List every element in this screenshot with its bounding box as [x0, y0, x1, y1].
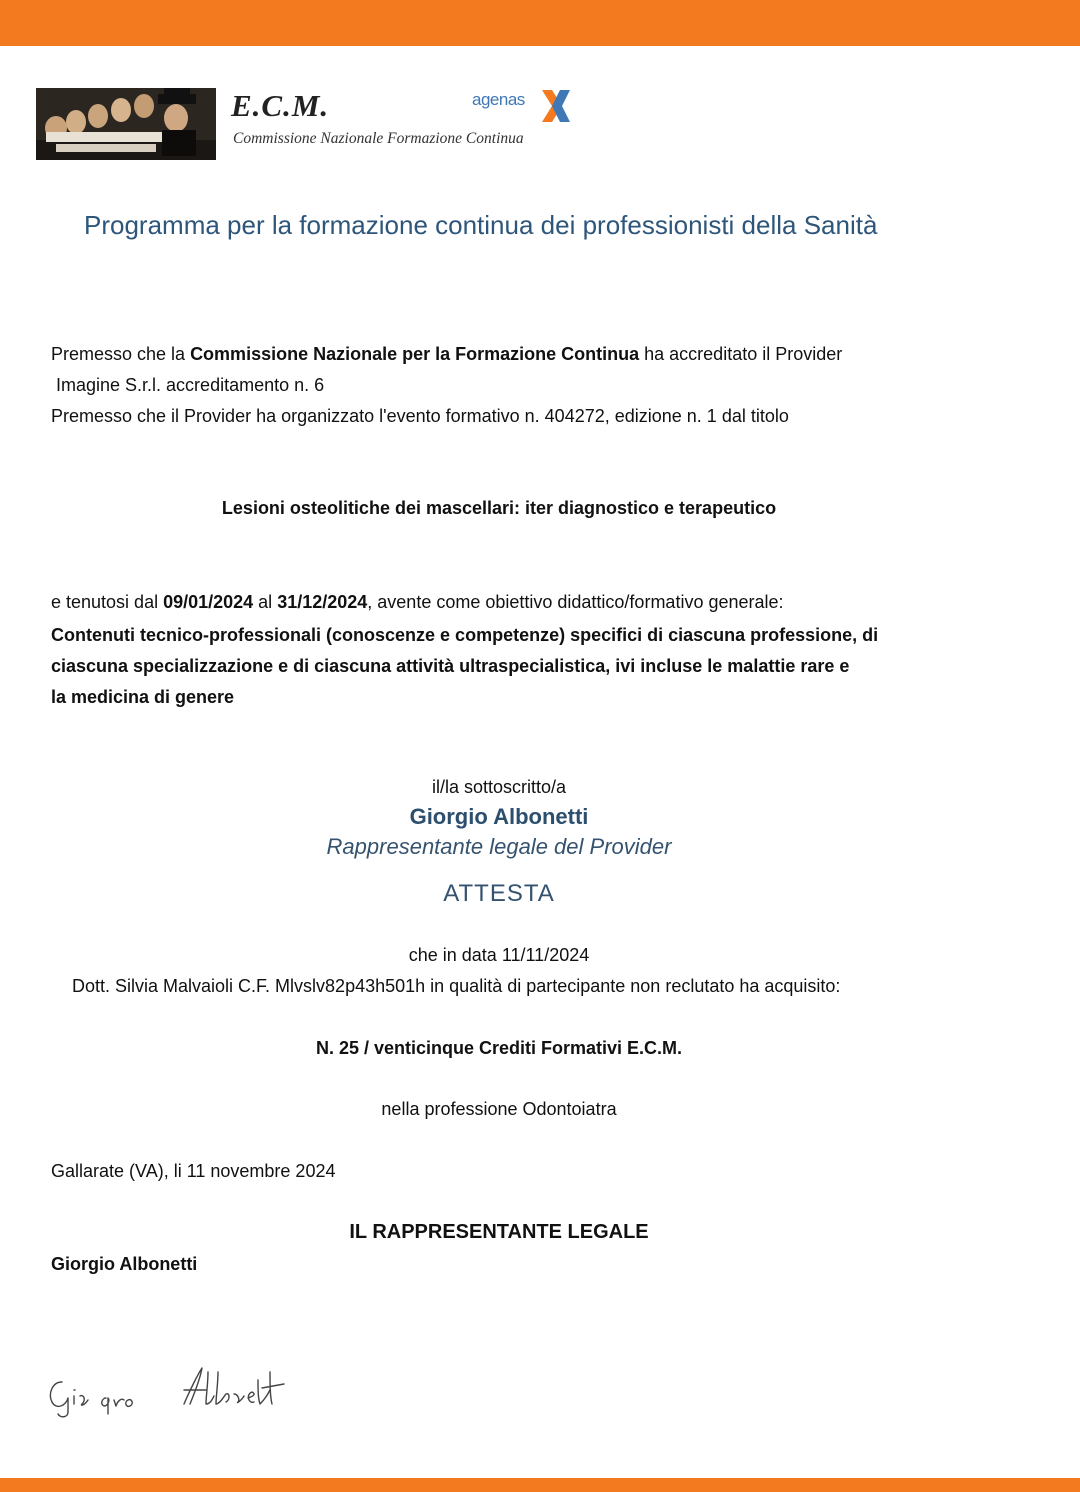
signatory-name: Giorgio Albonetti	[409, 804, 589, 829]
start-date: 09/01/2024	[163, 592, 254, 612]
premise-line-2: Imagine S.r.l. accreditamento n. 6	[56, 375, 325, 395]
dates-middle: al	[253, 592, 278, 612]
legal-rep-heading: IL RAPPRESENTANTE LEGALE	[349, 1221, 649, 1243]
event-dates	[51, 591, 784, 613]
end-date: 31/12/2024	[277, 592, 368, 612]
handwritten-signature-icon	[44, 1360, 334, 1420]
signatory-role: Rappresentante legale del Provider	[326, 834, 672, 859]
credits-awarded: N. 25 / venticinque Crediti Formativi E.C.M.	[315, 1038, 683, 1058]
participant-line: Dott. Silvia Malvaioli C.F. Mlvslv82p43h501h in qualità di partecipante non reclutato ha acquisito:	[72, 976, 841, 996]
event-title: Lesioni osteolitiche dei mascellari: iter diagnostico e terapeutico	[221, 498, 777, 518]
ecm-header	[36, 84, 596, 164]
objective-line-2: ciascuna specializzazione e di ciascuna attività ultraspecialistica, ivi incluse le malattie rare e	[51, 656, 850, 676]
premise-line-1	[51, 343, 842, 365]
place-date: Gallarate (VA), li 11 novembre 2024	[51, 1161, 336, 1181]
objective-line-1: Contenuti tecnico-professionali (conoscenze e competenze) specifici di ciascuna professione, di	[51, 625, 879, 645]
attesta-heading: ATTESTA	[443, 880, 555, 907]
ecm-logo-title: E.C.M.	[231, 88, 330, 123]
premise-line-1-prefix: Premesso che la	[51, 344, 191, 364]
signatory-intro: il/la sottoscritto/a	[431, 777, 567, 797]
legal-rep-name: Giorgio Albonetti	[51, 1254, 198, 1274]
top-accent-bar	[0, 0, 1080, 46]
attestation-date: che in data 11/11/2024	[408, 945, 590, 965]
premise-line-3: Premesso che il Provider ha organizzato l'evento formativo n. 404272, edizione n. 1 dal titolo	[51, 406, 789, 426]
commission-name: Commissione Nazionale per la Formazione Continua	[190, 344, 640, 364]
ecm-logo-subtitle: Commissione Nazionale Formazione Continua	[233, 130, 524, 147]
dates-suffix: , avente come obiettivo didattico/formativo generale:	[367, 592, 784, 612]
profession-line: nella professione Odontoiatra	[381, 1099, 617, 1119]
agenas-mark-icon	[538, 86, 578, 126]
program-title: Programma per la formazione continua dei professionisti della Sanità	[84, 210, 878, 240]
bottom-accent-bar	[0, 1478, 1080, 1492]
dates-prefix: e tenutosi dal	[51, 592, 164, 612]
agenas-logo-text: agenas	[472, 90, 525, 109]
premise-line-1-suffix: ha accreditato il Provider	[639, 344, 843, 364]
objective-line-3: la medicina di genere	[51, 687, 235, 707]
anatomy-lesson-painting-icon	[36, 88, 216, 160]
objective-text	[51, 620, 991, 713]
